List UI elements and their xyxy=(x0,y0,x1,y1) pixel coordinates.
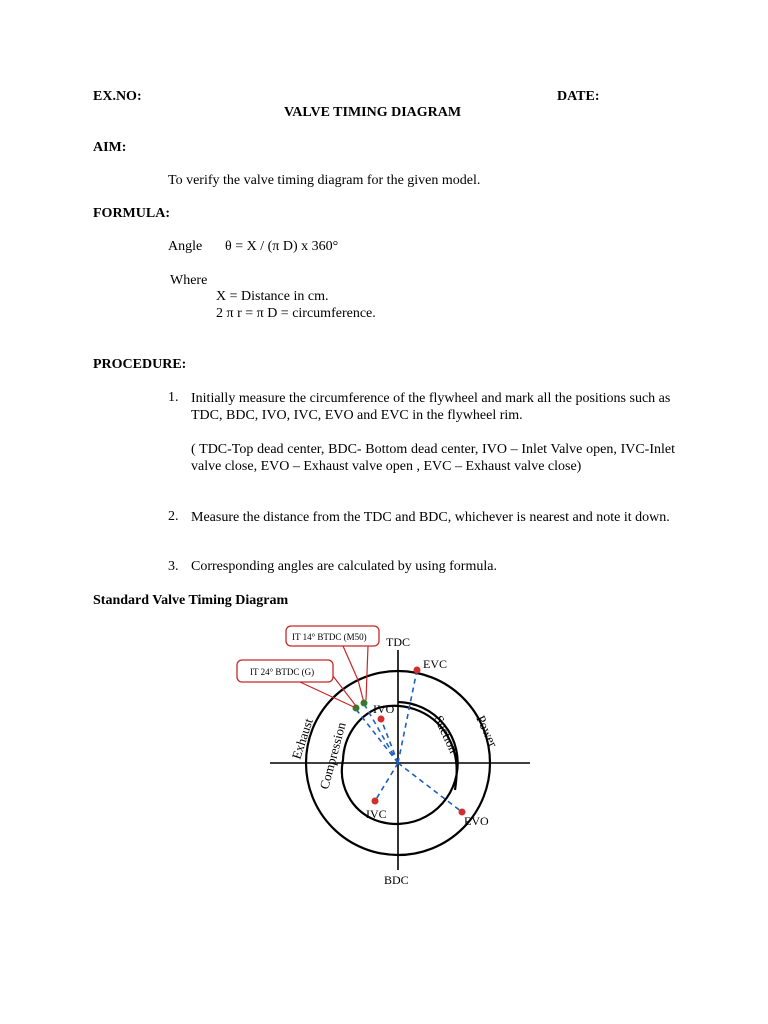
ivo-label: IVO xyxy=(373,702,395,716)
step-1-text: Initially measure the circumference of the flywheel and mark all the positions such as TDC, BDC, IVO, IVC, EVO and EVC in the flywheel rim. xyxy=(191,391,671,423)
evc-marker xyxy=(414,667,421,674)
ivo-dashed-line xyxy=(381,719,398,763)
evo-label: EVO xyxy=(464,814,489,828)
callout-m50-leader xyxy=(343,646,364,703)
suction-label: Suction xyxy=(431,712,462,756)
callout-g-text: IT 24° BTDC (G) xyxy=(250,667,315,677)
ivc-dashed-line xyxy=(375,763,398,801)
ivo-marker xyxy=(378,716,385,723)
exhaust-label: Exhaust xyxy=(288,716,316,761)
diagram-heading: Standard Valve Timing Diagram xyxy=(93,593,289,608)
ignition-g-dashed-line xyxy=(355,708,398,763)
evc-label: EVC xyxy=(423,657,447,671)
angle-label: Angle xyxy=(168,239,203,254)
step-2-number: 2. xyxy=(168,509,179,524)
definition-circumference: 2 π r = π D = circumference. xyxy=(216,306,376,321)
bdc-label: BDC xyxy=(384,873,409,887)
evc-dashed-line xyxy=(398,670,417,763)
step-3-number: 3. xyxy=(168,559,179,574)
step-1-note: ( TDC-Top dead center, BDC- Bottom dead center, IVO – Inlet Valve open, IVC-Inlet valve close, EVO – Exhaust valve open , EVC – Exhaust valve close) xyxy=(191,442,675,474)
tdc-label: TDC xyxy=(386,635,410,649)
ivc-marker xyxy=(372,798,379,805)
callout-m50-text: IT 14° BTDC (M50) xyxy=(292,632,367,642)
ivc-label: IVC xyxy=(366,807,387,821)
power-label: Power xyxy=(473,712,501,750)
definition-x: X = Distance in cm. xyxy=(216,289,329,304)
date-label: DATE: xyxy=(557,89,600,104)
exno-label: EX.NO: xyxy=(93,89,142,104)
procedure-heading: PROCEDURE: xyxy=(93,357,187,372)
formula-equation: θ = X / (π D) x 360° xyxy=(225,239,339,254)
step-3-text: Corresponding angles are calculated by using formula. xyxy=(191,559,497,574)
page-title: VALVE TIMING DIAGRAM xyxy=(284,105,462,120)
aim-heading: AIM: xyxy=(93,140,127,155)
formula-heading: FORMULA: xyxy=(93,206,170,221)
step-1-number: 1. xyxy=(168,390,179,405)
callout-g-leader-right xyxy=(333,676,356,706)
aim-text: To verify the valve timing diagram for the given model. xyxy=(168,173,481,188)
step-2-text: Measure the distance from the TDC and BDC, whichever is nearest and note it down. xyxy=(191,510,670,525)
where-label: Where xyxy=(170,273,208,288)
compression-label: Compression xyxy=(316,720,349,791)
callout-m50-leader-right xyxy=(366,646,368,700)
